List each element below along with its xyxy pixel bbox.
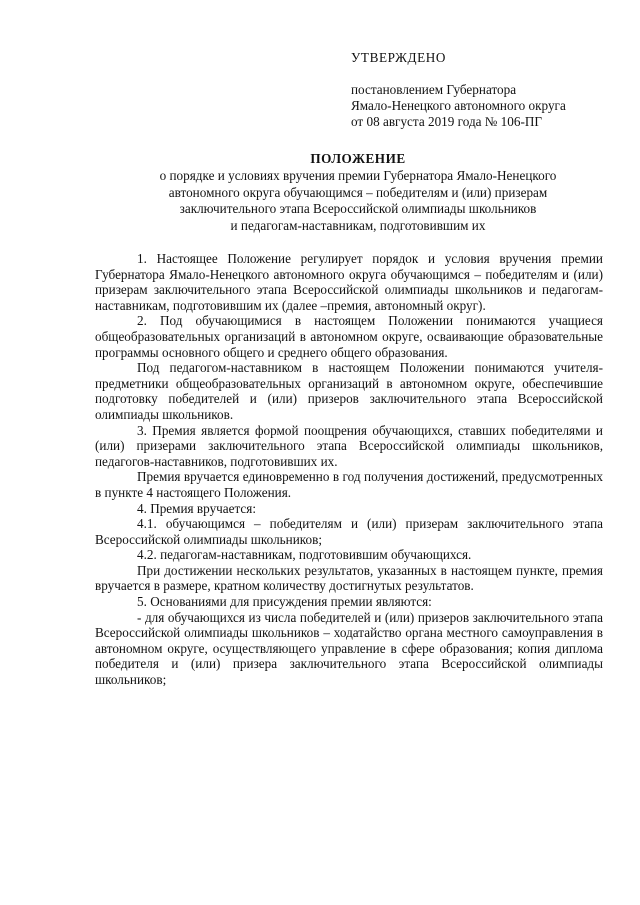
paragraph-4-1: 4.1. обучающимся – победителям и (или) призерам заключительного этапа Всероссийской олимпиады школьников;	[95, 516, 603, 547]
title-line-1: о порядке и условиях вручения премии Губернатора Ямало-Ненецкого	[159, 168, 557, 184]
approval-stamp: УТВЕРЖДЕНО	[351, 50, 447, 65]
title-line-4: и педагогам-наставникам, подготовившим их	[230, 217, 486, 233]
approval-line-1: постановлением Губернатора	[351, 82, 517, 97]
title-line-3: заключительного этапа Всероссийской олимпиады школьников	[179, 201, 537, 217]
document-title	[90, 151, 626, 234]
document-body	[95, 251, 603, 688]
approval-line-3: от 08 августа 2019 года № 106-ПГ	[351, 114, 542, 129]
paragraph-5: 5. Основаниями для присуждения премии являются:	[137, 594, 432, 610]
paragraph-3-award: Премия вручается единовременно в год получения достижений, предусмотренных в пункте 4 настоящего Положения.	[95, 469, 603, 500]
paragraph-3: 3. Премия является формой поощрения обучающихся, ставших победителями и (или) призерами заключительного этапа Всероссийской олимпиады школьников, педагогов-наставников, подготовивших их.	[95, 422, 603, 469]
approval-block	[351, 50, 621, 130]
paragraph-1: 1. Настоящее Положение регулирует порядок и условия вручения премии Губернатора Ямало-Ненецкого автономного округа обучающимся – победителям и (или) призерам заключительного этапа Всероссийской олимпиады школьников и педагогам-наставникам, подготовившим их (далее –премия, автономный округ).	[95, 251, 603, 313]
paragraph-2: 2. Под обучающимися в настоящем Положении понимаются учащиеся общеобразовательных организаций в автономном округе, осваивающие образовательные программы основного общего и среднего общего образования.	[95, 313, 603, 360]
paragraph-4-2: 4.2. педагогам-наставникам, подготовившим обучающихся.	[137, 547, 472, 563]
approval-line-2: Ямало-Ненецкого автономного округа	[351, 98, 566, 113]
paragraph-5-students: - для обучающихся из числа победителей и (или) призеров заключительного этапа Всероссийской олимпиады школьников – ходатайство органа местного самоуправления в автономном округе, осуществляющего управление в сфере образования; копия диплома победителя и (или) призера заключительного этапа Всероссийской олимпиады школьников;	[95, 609, 603, 688]
paragraph-2-mentor: Под педагогом-наставником в настоящем Положении понимаются учителя-предметники общеобразовательных организаций в автономном округе, обеспечившие подготовку победителей и (или) призеров заключительного этапа Всероссийской олимпиады школьников.	[95, 360, 603, 422]
paragraph-4-multiple: При достижении нескольких результатов, указанных в настоящем пункте, премия вручается в размере, кратном количеству достигнутых результатов.	[95, 562, 603, 594]
paragraph-4: 4. Премия вручается:	[137, 500, 257, 516]
title-heading: ПОЛОЖЕНИЕ	[310, 151, 406, 166]
title-line-2: автономного округа обучающимся – победителям и (или) призерам	[168, 184, 548, 200]
